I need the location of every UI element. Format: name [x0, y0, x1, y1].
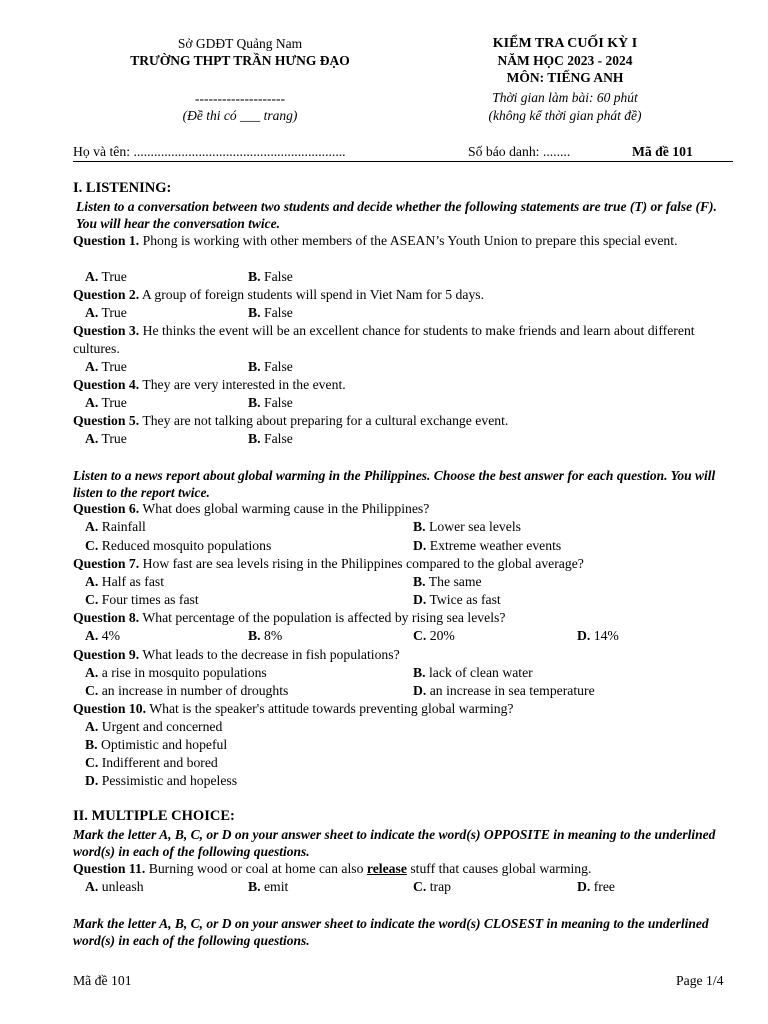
question-6: Question 6. What does global warming cause in the Philippines?: [73, 501, 430, 516]
q11-option-a: A. unleash: [85, 879, 144, 894]
department-name: Sở GDĐT Quảng Nam: [177, 36, 303, 51]
school-name: TRƯỜNG THPT TRẦN HƯNG ĐẠO: [130, 53, 350, 68]
question-5: Question 5. They are not talking about preparing for a cultural exchange event.: [73, 413, 509, 428]
q5-option-b: B. False: [248, 431, 293, 446]
q6-option-c: C. Reduced mosquito populations: [85, 538, 272, 553]
exam-code: Mã đề 101: [632, 144, 693, 159]
question-4: Question 4. They are very interested in the event.: [73, 377, 346, 392]
q10-option-b: B. Optimistic and hopeful: [85, 737, 228, 752]
q8-option-c: C. 20%: [413, 628, 455, 643]
subject: MÔN: TIẾNG ANH: [506, 70, 624, 85]
question-7: Question 7. How fast are sea levels rising in the Philippines compared to the global average?: [73, 556, 584, 571]
footer-page-number: Page 1/4: [676, 973, 724, 988]
time-limit: Thời gian làm bài: 60 phút: [492, 90, 638, 105]
q11-option-b: B. emit: [248, 879, 289, 894]
q3-option-b: B. False: [248, 359, 293, 374]
student-id-field: Số báo danh: ........: [468, 144, 571, 159]
q6-option-a: A. Rainfall: [85, 519, 146, 534]
q10-option-d: D. Pessimistic and hopeless: [85, 773, 238, 788]
q7-option-a: A. Half as fast: [85, 574, 165, 589]
header-dashes: --------------------: [195, 91, 285, 106]
pages-note: (Đề thi có ___ trang): [182, 108, 298, 123]
question-8: Question 8. What percentage of the population is affected by rising sea levels?: [73, 610, 506, 625]
q10-option-c: C. Indifferent and bored: [85, 755, 218, 770]
q7-option-d: D. Twice as fast: [413, 592, 501, 607]
q6-option-d: D. Extreme weather events: [413, 538, 562, 553]
mc-instruction-opposite: Mark the letter A, B, C, or D on your answer sheet to indicate the word(s) OPPOSITE in meaning to the underlined word(s) in each of the following questions.: [73, 827, 716, 859]
q6-option-b: B. Lower sea levels: [413, 519, 521, 534]
q4-option-b: B. False: [248, 395, 293, 410]
q11-option-d: D. free: [577, 879, 616, 894]
footer-exam-code: Mã đề 101: [73, 973, 132, 988]
q3-option-a: A. True: [85, 359, 127, 374]
listening-instruction-1: Listen to a conversation between two students and decide whether the following statements are true (T) or false (F). You will hear the conversation twice.: [76, 199, 717, 231]
question-3: Question 3. He thinks the event will be an excellent chance for students to make friends and learn about different cultures.: [73, 323, 695, 356]
q7-option-c: C. Four times as fast: [85, 592, 199, 607]
school-year: NĂM HỌC 2023 - 2024: [497, 53, 633, 68]
q8-option-a: A. 4%: [85, 628, 120, 643]
q10-option-a: A. Urgent and concerned: [85, 719, 223, 734]
q1-option-b: B. False: [248, 269, 293, 284]
q9-option-a: A. a rise in mosquito populations: [85, 665, 267, 680]
q7-option-b: B. The same: [413, 574, 482, 589]
question-9: Question 9. What leads to the decrease in fish populations?: [73, 647, 400, 662]
section-listening-title: I. LISTENING:: [73, 180, 172, 196]
q8-option-b: B. 8%: [248, 628, 283, 643]
header-divider: [73, 161, 733, 162]
question-1: Question 1. Phong is working with other members of the ASEAN’s Youth Union to prepare this special event.: [73, 233, 678, 248]
question-11: Question 11. Burning wood or coal at home can also release stuff that causes global warming.: [73, 861, 592, 876]
q9-option-d: D. an increase in sea temperature: [413, 683, 595, 698]
exam-title: KIỂM TRA CUỐI KỲ I: [492, 36, 638, 51]
q2-option-b: B. False: [248, 305, 293, 320]
q9-option-b: B. lack of clean water: [413, 665, 533, 680]
student-name-field: Họ và tên: ..............................................................: [73, 144, 346, 159]
question-2: Question 2. A group of foreign students will spend in Viet Nam for 5 days.: [73, 287, 485, 302]
q4-option-a: A. True: [85, 395, 127, 410]
q9-option-c: C. an increase in number of droughts: [85, 683, 289, 698]
listening-instruction-2: Listen to a news report about global warming in the Philippines. Choose the best answer for each question. You will listen to the report twice.: [73, 468, 716, 500]
time-note: (không kể thời gian phát đề): [488, 108, 642, 123]
section-multiple-choice-title: II. MULTIPLE CHOICE:: [73, 808, 235, 824]
q8-option-d: D. 14%: [577, 628, 619, 643]
q5-option-a: A. True: [85, 431, 127, 446]
question-10: Question 10. What is the speaker's attitude towards preventing global warming?: [73, 701, 514, 716]
q1-option-a: A. True: [85, 269, 127, 284]
underlined-word: release: [366, 861, 407, 876]
q2-option-a: A. True: [85, 305, 127, 320]
q11-option-c: C. trap: [413, 879, 452, 894]
mc-instruction-closest: Mark the letter A, B, C, or D on your answer sheet to indicate the word(s) CLOSEST in meaning to the underlined word(s) in each of the following questions.: [73, 916, 709, 948]
